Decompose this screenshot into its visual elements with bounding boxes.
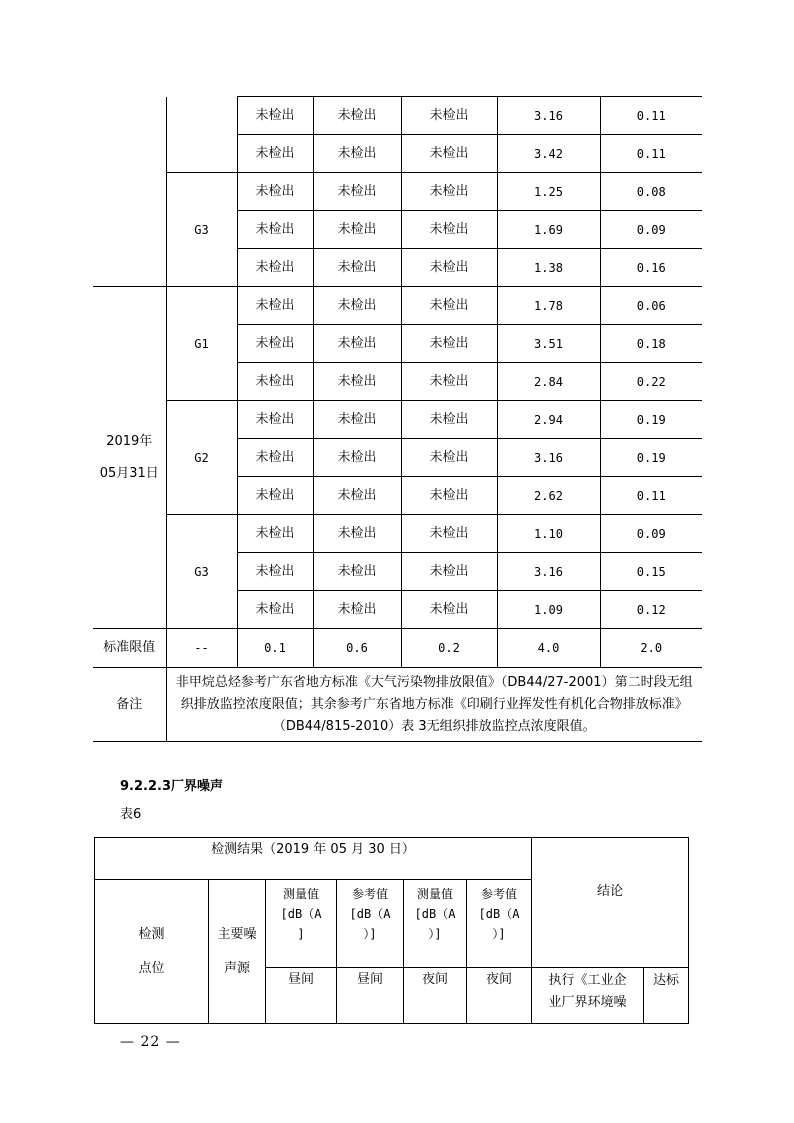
value-cell: 3.42 [497, 135, 600, 173]
result-header: 检测结果（2019 年 05 月 30 日） [95, 838, 532, 880]
value-cell: 0.09 [600, 515, 702, 553]
result-cell: 未检出 [237, 477, 313, 515]
value-cell: 0.19 [600, 401, 702, 439]
table-row [93, 515, 702, 553]
standard-value: -- [166, 629, 237, 668]
result-cell: 未检出 [313, 591, 401, 629]
result-cell: 未检出 [313, 135, 401, 173]
result-cell: 未检出 [313, 249, 401, 287]
value-cell: 0.11 [600, 97, 702, 135]
result-cell: 未检出 [313, 363, 401, 401]
result-cell: 未检出 [237, 439, 313, 477]
value-cell: 2.94 [497, 401, 600, 439]
result-cell: 未检出 [313, 211, 401, 249]
result-cell: 未检出 [313, 515, 401, 553]
result-cell: 未检出 [401, 439, 497, 477]
value-cell: 0.09 [600, 211, 702, 249]
value-cell: 0.18 [600, 325, 702, 363]
measured-night-header: 测量值 [dB（A ）] [404, 880, 467, 968]
noise-results-table [94, 837, 689, 1024]
result-cell: 未检出 [401, 211, 497, 249]
value-cell: 1.09 [497, 591, 600, 629]
standard-value: 2.0 [600, 629, 702, 668]
value-cell: 1.10 [497, 515, 600, 553]
result-cell: 未检出 [237, 325, 313, 363]
result-cell: 未检出 [401, 97, 497, 135]
table-row [93, 287, 702, 325]
standard-value: 4.0 [497, 629, 600, 668]
point-id-cell: G3 [166, 173, 237, 287]
result-cell: 未检出 [313, 401, 401, 439]
result-cell: 未检出 [401, 477, 497, 515]
point-id-cell [166, 97, 237, 173]
result-cell: 未检出 [237, 135, 313, 173]
result-cell: 未检出 [237, 97, 313, 135]
value-cell: 0.19 [600, 439, 702, 477]
section-heading: 9.2.2.3厂界噪声 [120, 779, 223, 794]
point-id-cell: G2 [166, 401, 237, 515]
conclusion-header: 结论 [532, 838, 689, 968]
date-cell [93, 97, 166, 287]
night-label: 夜间 [404, 968, 467, 1024]
night-label: 夜间 [467, 968, 532, 1024]
result-cell: 未检出 [401, 325, 497, 363]
point-id-cell: G1 [166, 287, 237, 401]
standard-label: 标准限值 [93, 629, 166, 668]
reference-day-header: 参考值 [dB（A ）] [337, 880, 404, 968]
page-number: — 22 — [120, 1034, 181, 1050]
standard-value: 0.1 [237, 629, 313, 668]
value-cell: 1.25 [497, 173, 600, 211]
result-cell: 未检出 [313, 439, 401, 477]
value-cell: 0.16 [600, 249, 702, 287]
result-cell: 未检出 [313, 173, 401, 211]
result-cell: 未检出 [237, 553, 313, 591]
value-cell: 1.38 [497, 249, 600, 287]
value-cell: 3.16 [497, 439, 600, 477]
result-cell: 未检出 [401, 173, 497, 211]
day-label: 昼间 [266, 968, 337, 1024]
value-cell: 0.11 [600, 135, 702, 173]
result-cell: 未检出 [401, 287, 497, 325]
result-cell: 未检出 [237, 515, 313, 553]
result-cell: 未检出 [237, 249, 313, 287]
result-cell: 未检出 [237, 287, 313, 325]
table-row [93, 97, 702, 135]
standard-value: 0.2 [401, 629, 497, 668]
value-cell: 0.22 [600, 363, 702, 401]
standard-row [93, 629, 702, 668]
result-cell: 未检出 [237, 591, 313, 629]
execute-standard-label: 执行《工业企 业厂界环境噪 [532, 968, 644, 1024]
result-cell: 未检出 [401, 553, 497, 591]
table-row [93, 173, 702, 211]
result-cell: 未检出 [237, 401, 313, 439]
pass-label: 达标 [644, 968, 689, 1024]
value-cell: 2.84 [497, 363, 600, 401]
standard-value: 0.6 [313, 629, 401, 668]
result-cell: 未检出 [313, 97, 401, 135]
point-id-cell: G3 [166, 515, 237, 629]
value-cell: 0.11 [600, 477, 702, 515]
result-cell: 未检出 [313, 477, 401, 515]
note-label: 备注 [93, 668, 166, 742]
result-cell: 未检出 [401, 515, 497, 553]
result-cell: 未检出 [401, 135, 497, 173]
result-cell: 未检出 [313, 287, 401, 325]
value-cell: 0.12 [600, 591, 702, 629]
note-text: 非甲烷总烃参考广东省地方标准《大气污染物排放限值》（DB44/27-2001）第二时段无组织排放监控浓度限值；其余参考广东省地方标准《印刷行业挥发性有机化合物排放标准》（DB44/815-2010）表 3无组织排放监控点浓度限值。 [166, 668, 702, 742]
value-cell: 0.06 [600, 287, 702, 325]
result-cell: 未检出 [237, 211, 313, 249]
result-cell: 未检出 [237, 363, 313, 401]
value-cell: 2.62 [497, 477, 600, 515]
result-cell: 未检出 [313, 325, 401, 363]
value-cell: 3.16 [497, 553, 600, 591]
table-caption: 表6 [120, 807, 142, 822]
value-cell: 0.15 [600, 553, 702, 591]
source-label: 主要噪 声源 [209, 880, 266, 1024]
day-label: 昼间 [337, 968, 404, 1024]
result-cell: 未检出 [401, 363, 497, 401]
result-cell: 未检出 [401, 591, 497, 629]
value-cell: 0.08 [600, 173, 702, 211]
result-cell: 未检出 [401, 249, 497, 287]
point-label: 检测 点位 [95, 880, 209, 1024]
value-cell: 1.78 [497, 287, 600, 325]
value-cell: 3.51 [497, 325, 600, 363]
note-row [93, 668, 702, 742]
table-row [93, 401, 702, 439]
result-cell: 未检出 [237, 173, 313, 211]
measured-day-header: 测量值 [dB（A ] [266, 880, 337, 968]
date-cell: 2019年 05月31日 [93, 287, 166, 629]
monitoring-results-table [93, 96, 702, 742]
value-cell: 1.69 [497, 211, 600, 249]
result-cell: 未检出 [401, 401, 497, 439]
value-cell: 3.16 [497, 97, 600, 135]
reference-night-header: 参考值 [dB（A ）] [467, 880, 532, 968]
result-cell: 未检出 [313, 553, 401, 591]
